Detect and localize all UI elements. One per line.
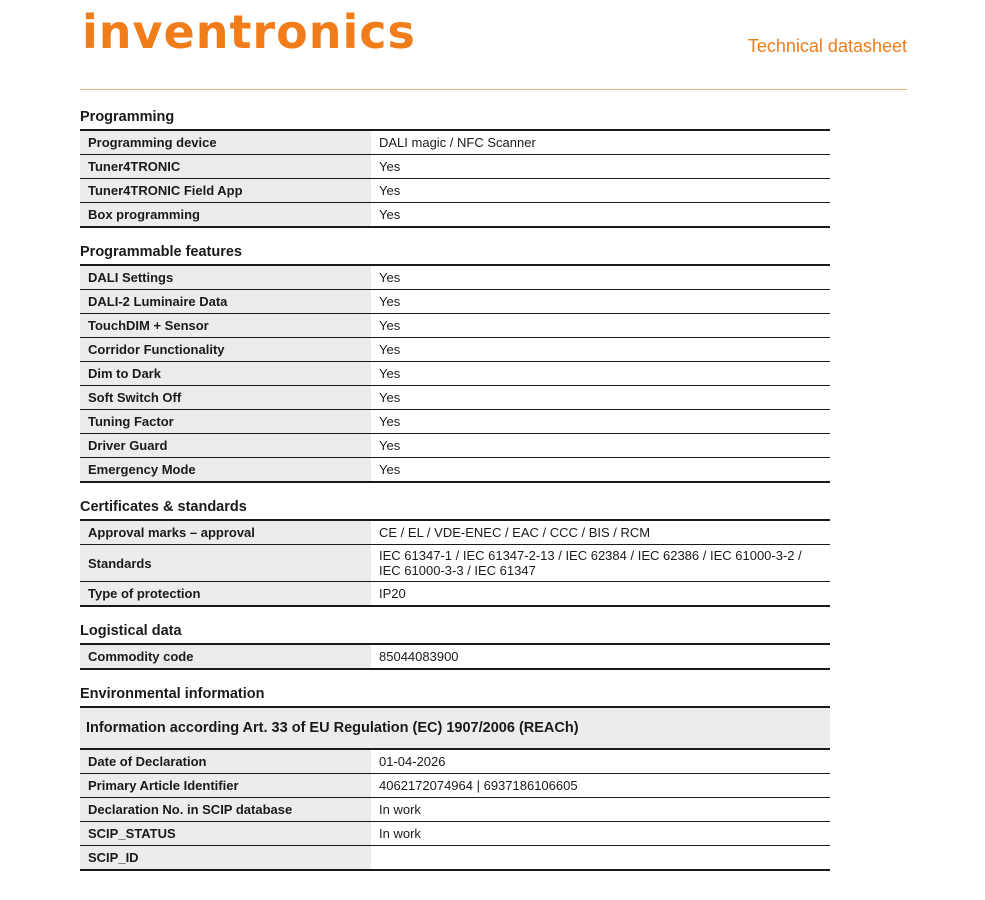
table-programmable-features [80, 264, 830, 483]
table-row [80, 314, 830, 338]
row-label: Commodity code [80, 644, 371, 669]
table-row [80, 520, 830, 545]
row-value: In work [371, 798, 830, 822]
row-value [371, 846, 830, 871]
table-row [80, 846, 830, 871]
section-title-certificates: Certificates & standards [80, 499, 247, 515]
table-certificates [80, 519, 830, 607]
table-row [80, 749, 830, 774]
row-value: Yes [371, 434, 830, 458]
table-row [80, 130, 830, 155]
datasheet-content [80, 107, 830, 885]
table-row [80, 434, 830, 458]
row-label: Programming device [80, 130, 371, 155]
row-value: 01-04-2026 [371, 749, 830, 774]
table-row [80, 644, 830, 669]
row-value: Yes [371, 155, 830, 179]
row-label: SCIP_STATUS [80, 822, 371, 846]
table-row [80, 582, 830, 607]
table-environmental-information [80, 706, 830, 871]
table-row [80, 774, 830, 798]
brand-logo: inventronics [82, 5, 416, 59]
row-value: Yes [371, 338, 830, 362]
row-value: Yes [371, 265, 830, 290]
row-value: Yes [371, 386, 830, 410]
row-label: Soft Switch Off [80, 386, 371, 410]
row-value: DALI magic / NFC Scanner [371, 130, 830, 155]
table-row [80, 410, 830, 434]
table-row [80, 822, 830, 846]
table-row [80, 338, 830, 362]
row-value: IEC 61347-1 / IEC 61347-2-13 / IEC 62384 / IEC 62386 / IEC 61000-3-2 / IEC 61000-3-3 / IEC 61347 [371, 545, 830, 582]
row-label: Date of Declaration [80, 749, 371, 774]
row-value: In work [371, 822, 830, 846]
row-label: Tuning Factor [80, 410, 371, 434]
row-label: Declaration No. in SCIP database [80, 798, 371, 822]
reach-banner-row [80, 707, 830, 749]
table-row [80, 798, 830, 822]
section-title-programming: Programming [80, 109, 175, 125]
table-row [80, 545, 830, 582]
row-label: Emergency Mode [80, 458, 371, 483]
row-label: Driver Guard [80, 434, 371, 458]
row-label: SCIP_ID [80, 846, 371, 871]
row-label: Box programming [80, 203, 371, 228]
row-value: IP20 [371, 582, 830, 607]
row-value: CE / EL / VDE-ENEC / EAC / CCC / BIS / RCM [371, 520, 830, 545]
table-row [80, 265, 830, 290]
table-row [80, 290, 830, 314]
section-title-environmental-information: Environmental information [80, 686, 265, 702]
row-label: Corridor Functionality [80, 338, 371, 362]
row-label: DALI-2 Luminaire Data [80, 290, 371, 314]
section-title-programmable-features: Programmable features [80, 244, 242, 260]
table-logistical-data [80, 643, 830, 670]
reach-banner: Information according Art. 33 of EU Regulation (EC) 1907/2006 (REACh) [80, 707, 830, 749]
row-value: Yes [371, 458, 830, 483]
row-value: Yes [371, 203, 830, 228]
table-row [80, 179, 830, 203]
row-value: 4062172074964 | 6937186106605 [371, 774, 830, 798]
row-label: Type of protection [80, 582, 371, 607]
row-label: Tuner4TRONIC [80, 155, 371, 179]
row-label: Approval marks – approval [80, 520, 371, 545]
row-value: Yes [371, 362, 830, 386]
row-label: Dim to Dark [80, 362, 371, 386]
row-value: Yes [371, 410, 830, 434]
table-row [80, 362, 830, 386]
section-title-logistical-data: Logistical data [80, 623, 182, 639]
row-value: Yes [371, 314, 830, 338]
table-programming [80, 129, 830, 228]
row-value: Yes [371, 179, 830, 203]
row-label: Tuner4TRONIC Field App [80, 179, 371, 203]
row-label: Primary Article Identifier [80, 774, 371, 798]
row-value: 85044083900 [371, 644, 830, 669]
row-label: DALI Settings [80, 265, 371, 290]
document-title: Technical datasheet [747, 36, 907, 56]
row-value: Yes [371, 290, 830, 314]
table-row [80, 155, 830, 179]
row-label: Standards [80, 545, 371, 582]
row-label: TouchDIM + Sensor [80, 314, 371, 338]
table-row [80, 386, 830, 410]
table-row [80, 458, 830, 483]
header-divider [80, 89, 907, 90]
table-row [80, 203, 830, 228]
